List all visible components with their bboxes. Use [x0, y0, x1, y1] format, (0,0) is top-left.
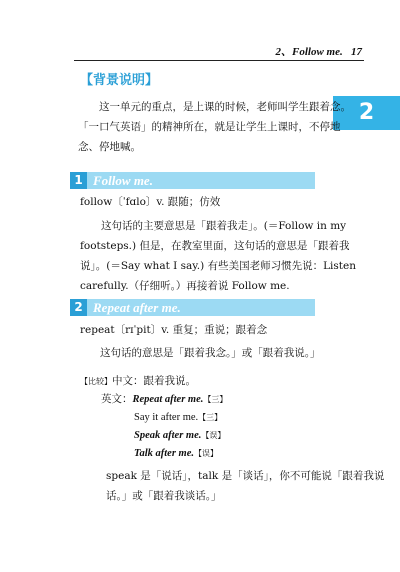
- paragraph-line: 这句话的主要意思是「跟着我走」。(＝Follow in my: [101, 220, 347, 232]
- item-1-title: Follow me.: [93, 173, 153, 188]
- paragraph-line: carefully.（仔细听。）再接着说 Follow me.: [80, 280, 290, 292]
- comparison-tag: 【三】: [198, 413, 223, 422]
- running-head: [232, 43, 362, 59]
- comparison-english-row: [101, 390, 227, 408]
- paragraph-line: 说」。(＝Say what I say.) 有些美国老师习惯先说：Listen: [80, 260, 356, 272]
- comparison-phrase: Talk after me.: [134, 448, 194, 459]
- item-2-vocab-entry: repeat〔rɪˈpit〕v. 重复；重说；跟着念: [80, 324, 268, 336]
- item-2-note: [106, 466, 385, 506]
- item-2-title: Repeat after me.: [93, 300, 181, 315]
- paragraph-line: 话。」或「跟着我谈话。」: [106, 490, 222, 502]
- paragraph-line: 念、停地喊。: [78, 141, 141, 153]
- item-1-number: 1: [70, 172, 87, 189]
- paragraph-line: speak 是「说话」，talk 是「谈话」，你不可能说「跟着我说: [106, 470, 385, 482]
- comparison-english-rows: [101, 390, 227, 462]
- paragraph-line: 这一单元的重点，是上课的时候，老师叫学生跟着念。: [99, 101, 351, 113]
- background-section-title: 【背景说明】: [80, 73, 159, 88]
- item-1-explanation: [80, 216, 370, 296]
- comparison-chinese-row: [80, 373, 196, 388]
- comparison-tag: 【三】: [203, 395, 228, 404]
- page-label: 2、Follow me.: [275, 46, 343, 58]
- comparison-english-row: [101, 444, 227, 462]
- paragraph-line: footsteps.) 但是，在教室里面，这句话的意思是「跟着我: [80, 240, 350, 252]
- comparison-tag: 【误】: [201, 431, 226, 440]
- page-number: 17: [351, 46, 362, 58]
- comparison-phrase: Say it after me.: [134, 412, 199, 423]
- comparison-english-row: [101, 408, 227, 426]
- comparison-label: 【比较】: [80, 377, 112, 386]
- item-2-number: 2: [70, 299, 87, 316]
- comparison-english-row: [101, 426, 227, 444]
- paragraph-line: 「一口气英语」的精神所在，就是让学生上课时，不停地: [78, 121, 341, 133]
- comparison-english-label: 英文：: [101, 393, 133, 405]
- comparison-phrase: Speak after me.: [134, 430, 202, 441]
- item-2-explanation: 这句话的意思是「跟着我念。」或「跟着我说。」: [100, 347, 321, 359]
- header-rule: [74, 60, 364, 61]
- chapter-tab: 2: [333, 96, 400, 130]
- item-1-vocab-entry: follow〔ˈfɑlo〕v. 跟随；仿效: [80, 196, 221, 208]
- background-paragraph: [78, 97, 351, 157]
- comparison-phrase: Repeat after me.: [132, 394, 204, 405]
- comparison-tag: 【误】: [193, 449, 218, 458]
- comparison-chinese: 中文：跟着我说。: [112, 375, 196, 387]
